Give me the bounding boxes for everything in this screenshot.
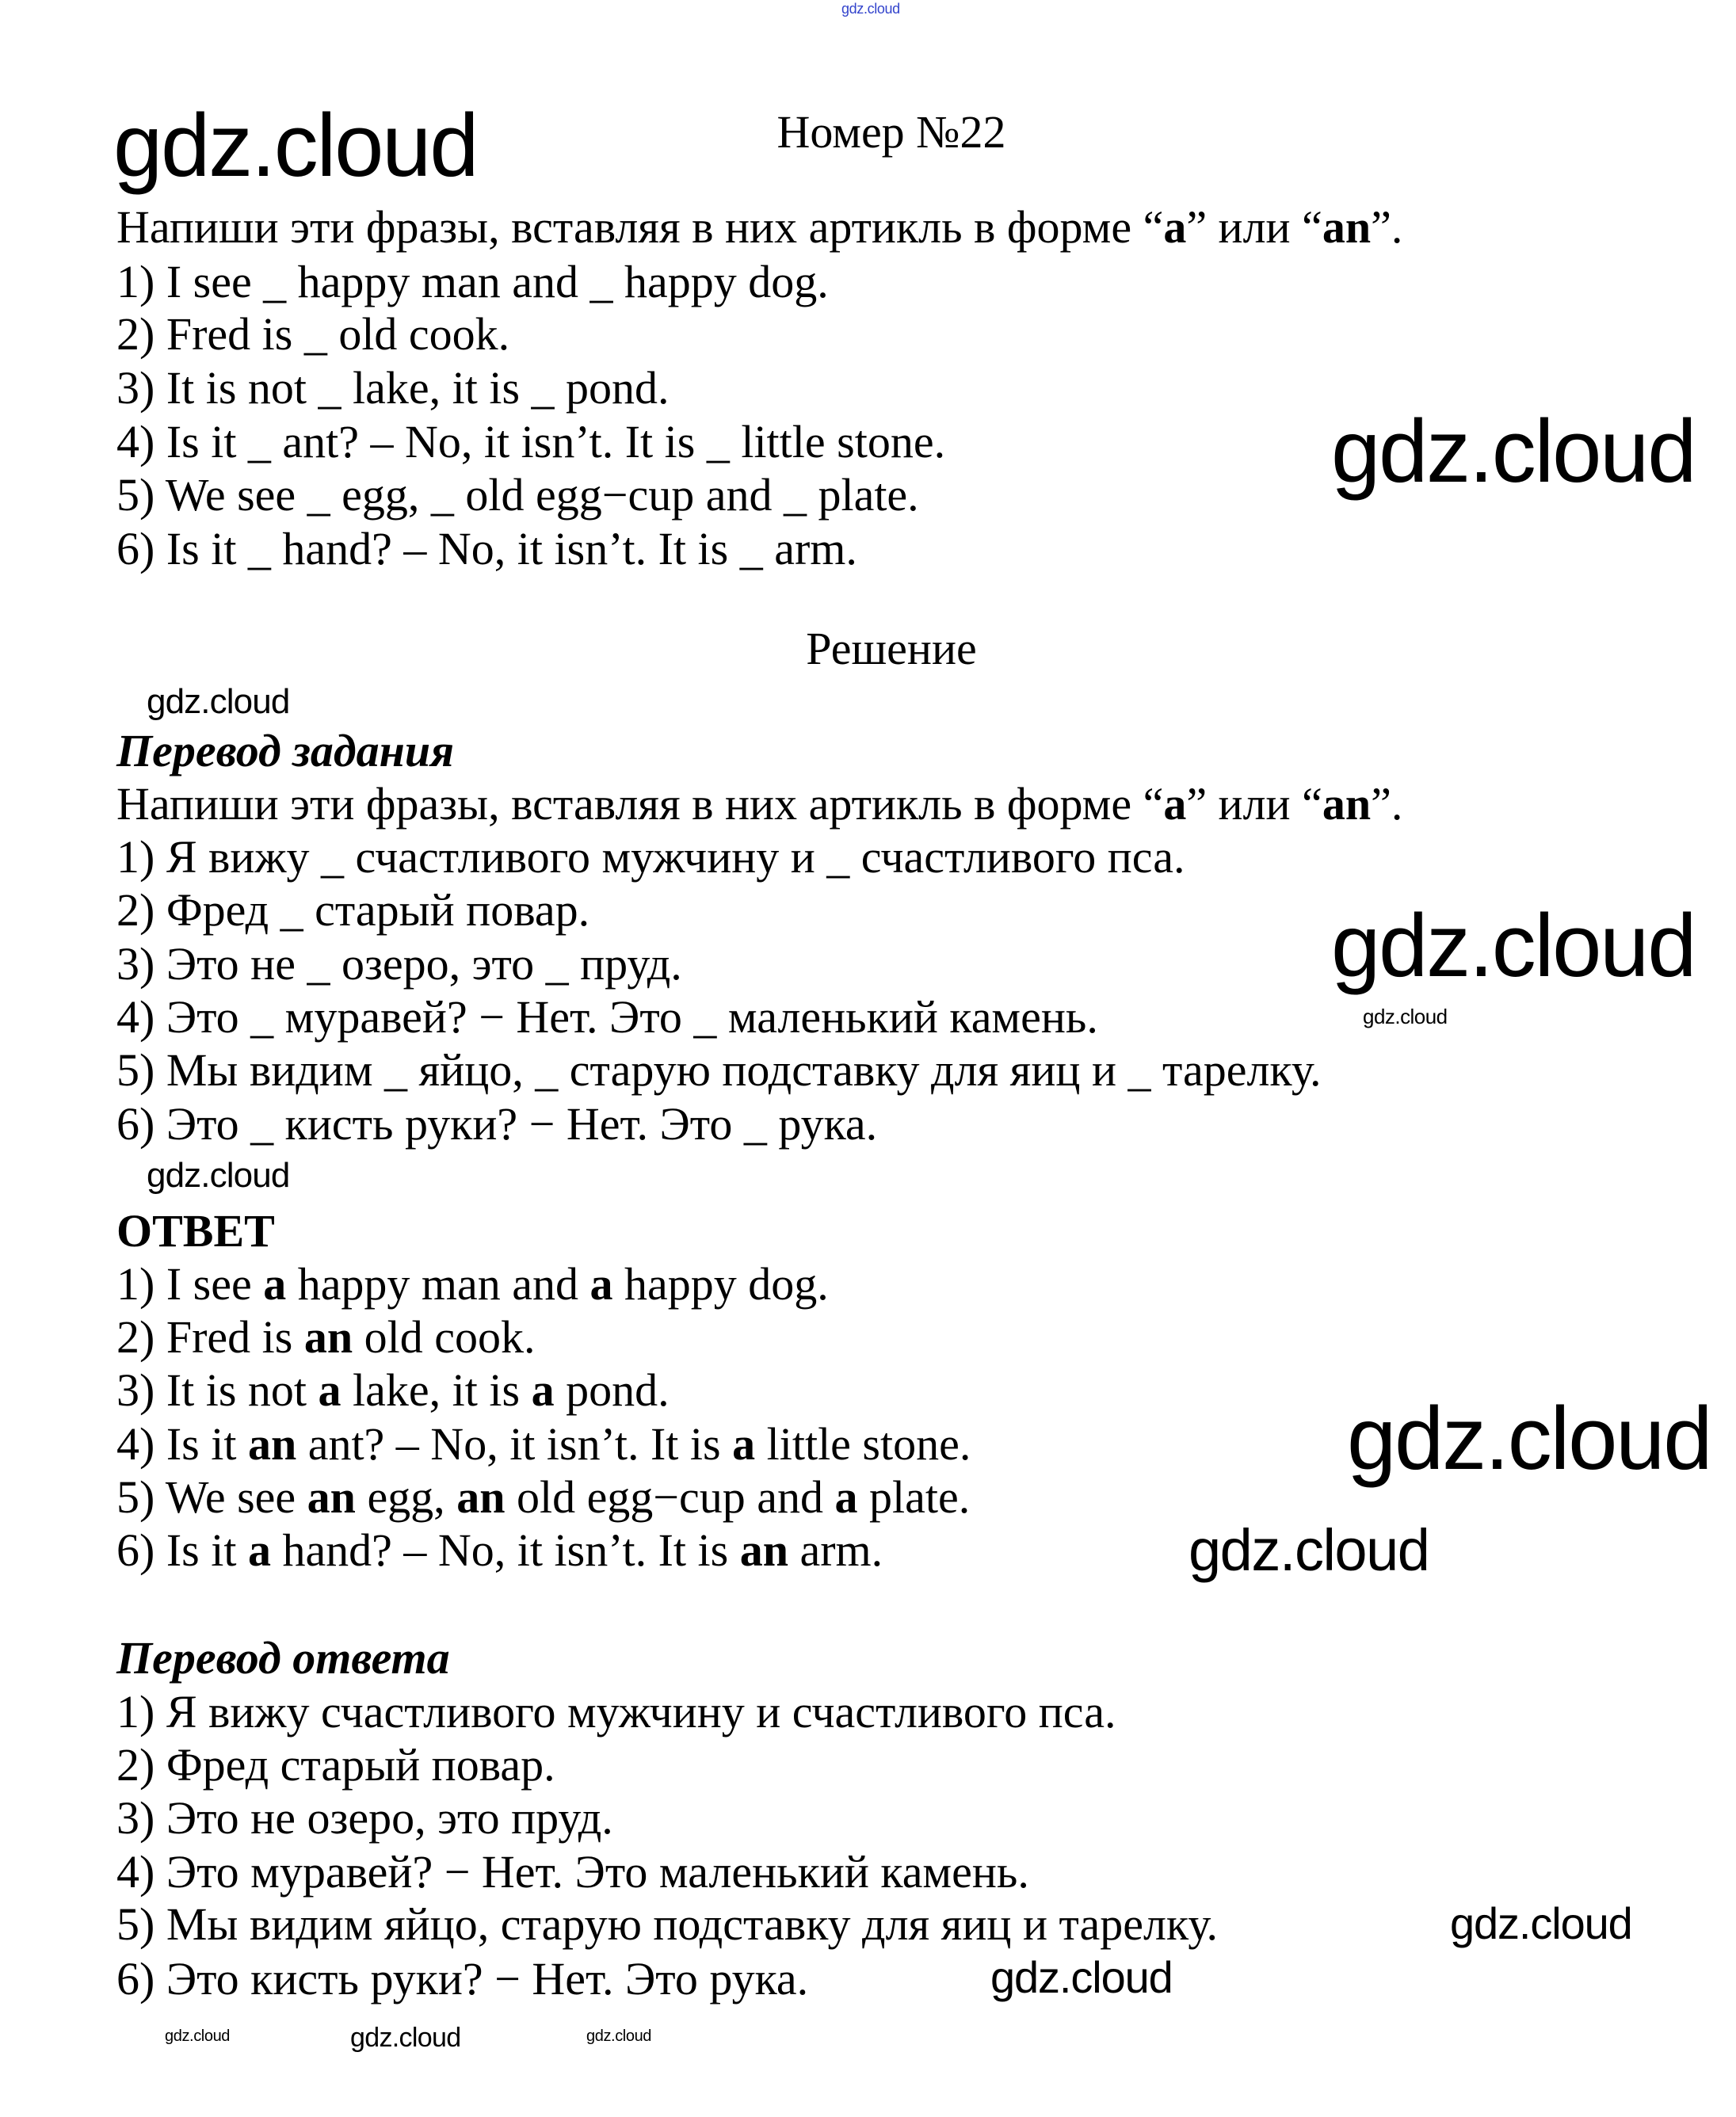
watermark: gdz.cloud	[1331, 896, 1696, 995]
text-segment: 4) Is it _ ant? – No, it isn’t. It is _ little stone.	[116, 416, 946, 467]
page-title: Номер №22	[776, 106, 1006, 158]
sentence-line	[116, 1739, 555, 1791]
sentence-line	[116, 1846, 1029, 1898]
watermark: gdz.cloud	[147, 682, 290, 721]
sentence-line	[116, 362, 670, 414]
text-segment: 3) It is not	[116, 1364, 319, 1416]
sentence-line	[116, 1686, 1116, 1738]
text-segment: pond.	[554, 1364, 670, 1416]
watermark: gdz.cloud	[841, 1, 900, 17]
article-bold: an	[307, 1471, 356, 1523]
sentence-line	[116, 1364, 670, 1417]
watermark: gdz.cloud	[1331, 402, 1696, 501]
task-instruction	[116, 201, 1402, 254]
text-segment: arm.	[788, 1524, 883, 1576]
text-segment: plate.	[857, 1471, 971, 1523]
task-translation-heading: Перевод задания	[116, 725, 454, 776]
watermark: gdz.cloud	[1347, 1389, 1711, 1488]
article-bold: a	[1163, 778, 1187, 830]
answer-heading: ОТВЕТ	[116, 1205, 275, 1257]
text-segment: 3) Это не озеро, это пруд.	[116, 1792, 613, 1844]
text-segment: egg,	[355, 1471, 457, 1523]
text-segment: 5) Мы видим _ яйцо, _ старую подставку для яиц и _ тарелку.	[116, 1044, 1322, 1096]
article-bold: a	[531, 1364, 555, 1416]
sentence-line	[116, 884, 589, 936]
article-bold: a	[589, 1258, 613, 1310]
sentence-line	[116, 1258, 829, 1310]
text-segment: 2) Фред старый повар.	[116, 1739, 555, 1791]
text-segment: happy dog.	[612, 1258, 829, 1310]
text-segment: 5) Мы видим яйцо, старую подставку для яиц и тарелку.	[116, 1898, 1219, 1950]
text-segment: 1) I see	[116, 1258, 264, 1310]
text-segment: ” или “	[1186, 778, 1322, 830]
text-segment: 1) Я вижу _ счастливого мужчину и _ счастливого пса.	[116, 831, 1185, 883]
article-bold: a	[834, 1471, 858, 1523]
text-segment: 6) Is it	[116, 1524, 248, 1576]
text-segment: 1) Я вижу счастливого мужчину и счастливого пса.	[116, 1686, 1116, 1737]
task-translation-instruction	[116, 778, 1402, 830]
sentence-line	[116, 1098, 877, 1150]
watermark: gdz.cloud	[1188, 1517, 1429, 1583]
text-segment: little stone.	[755, 1418, 971, 1470]
text-segment: Напиши эти фразы, вставляя в них артикль в форме “	[116, 778, 1164, 830]
text-segment: 2) Fred is _ old cook.	[116, 308, 510, 360]
sentence-line	[116, 308, 509, 360]
watermark: gdz.cloud	[990, 1952, 1173, 2002]
sentence-line	[116, 991, 1098, 1043]
sentence-line	[116, 1311, 535, 1364]
text-segment: happy man and	[286, 1258, 590, 1310]
text-segment: 6) Is it _ hand? – No, it isn’t. It is _ arm.	[116, 523, 857, 574]
article-bold: a	[247, 1524, 271, 1576]
text-segment: ”.	[1371, 201, 1403, 253]
sentence-line	[116, 1418, 971, 1470]
text-segment: 3) Это не _ озеро, это _ пруд.	[116, 938, 682, 990]
sentence-line	[116, 1044, 1322, 1097]
article-bold: a	[318, 1364, 341, 1416]
article-bold: an	[739, 1524, 788, 1576]
article-bold: a	[1163, 201, 1187, 253]
sentence-line	[116, 416, 945, 468]
text-segment: 5) We see	[116, 1471, 307, 1523]
text-segment: lake, it is	[341, 1364, 532, 1416]
text-segment: Напиши эти фразы, вставляя в них артикль в форме “	[116, 201, 1164, 253]
sentence-line	[116, 523, 857, 575]
watermark: gdz.cloud	[147, 1156, 290, 1195]
text-segment: ant? – No, it isn’t. It is	[296, 1418, 733, 1470]
text-segment: 6) Это кисть руки? − Нет. Это рука.	[116, 1953, 809, 2004]
sentence-line	[116, 1898, 1218, 1951]
sentence-line	[116, 1953, 808, 2005]
text-segment: ” или “	[1186, 201, 1322, 253]
sentence-line	[116, 938, 682, 990]
article-bold: a	[263, 1258, 287, 1310]
text-segment: hand? – No, it isn’t. It is	[270, 1524, 740, 1576]
text-segment: 3) It is not _ lake, it is _ pond.	[116, 362, 670, 414]
sentence-line	[116, 1792, 613, 1844]
text-segment: 4) Это _ муравей? − Нет. Это _ маленький камень.	[116, 991, 1098, 1043]
watermark: gdz.cloud	[1363, 1005, 1448, 1028]
text-segment: 2) Фред _ старый повар.	[116, 884, 590, 936]
watermark: gdz.cloud	[350, 2023, 461, 2053]
text-segment: 2) Fred is	[116, 1311, 304, 1363]
sentence-line	[116, 256, 829, 308]
article-bold: an	[303, 1311, 353, 1363]
sentence-line	[116, 1524, 883, 1577]
sentence-line	[116, 831, 1185, 883]
watermark: gdz.cloud	[586, 2027, 652, 2045]
text-segment: ”.	[1371, 778, 1403, 830]
article-bold: an	[456, 1471, 506, 1523]
text-segment: old egg−cup and	[505, 1471, 835, 1523]
watermark: gdz.cloud	[165, 2027, 231, 2045]
text-segment: 4) Is it	[116, 1418, 248, 1470]
sentence-line	[116, 469, 919, 521]
text-segment: 5) We see _ egg, _ old egg−cup and _ plate.	[116, 469, 919, 521]
article-bold: a	[732, 1418, 756, 1470]
article-bold: an	[247, 1418, 297, 1470]
answer-translation-heading: Перевод ответа	[116, 1632, 450, 1684]
text-segment: 4) Это муравей? − Нет. Это маленький камень.	[116, 1846, 1029, 1898]
text-segment: 6) Это _ кисть руки? − Нет. Это _ рука.	[116, 1098, 878, 1150]
article-bold: an	[1322, 201, 1372, 253]
text-segment: 1) I see _ happy man and _ happy dog.	[116, 256, 829, 307]
watermark: gdz.cloud	[1450, 1898, 1632, 1948]
article-bold: an	[1322, 778, 1372, 830]
sentence-line	[116, 1471, 970, 1524]
watermark: gdz.cloud	[113, 96, 478, 195]
solution-heading: Решение	[806, 623, 977, 674]
text-segment: old cook.	[353, 1311, 536, 1363]
